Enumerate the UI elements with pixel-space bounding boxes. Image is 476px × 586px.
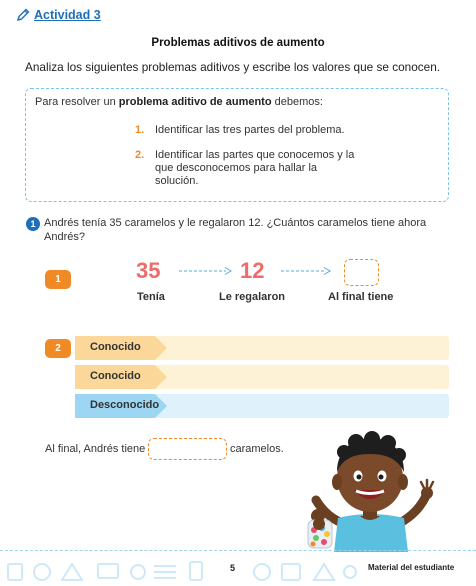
activity-header xyxy=(15,7,101,23)
known-row[interactable] xyxy=(75,365,449,389)
page-number: 5 xyxy=(230,563,236,573)
footer-divider xyxy=(0,550,476,551)
footer-pattern xyxy=(0,556,360,586)
final-sentence-start: Al final, Andrés tiene xyxy=(45,443,146,455)
part-1-badge: 1 xyxy=(45,270,71,289)
label-given: Le regalaron xyxy=(219,291,286,303)
row-label: Conocido xyxy=(90,341,141,353)
value-given: 12 xyxy=(240,258,265,283)
known-row[interactable] xyxy=(75,336,449,360)
page-title: Problemas aditivos de aumento xyxy=(151,37,325,49)
step-2-text: Identificar las partes que conocemos y la que desconocemos para hallar la solución. xyxy=(155,149,355,187)
label-final: Al final tiene xyxy=(328,291,394,303)
final-value-answer-box[interactable] xyxy=(344,259,379,286)
part-2-badge: 2 xyxy=(45,339,71,358)
label-had: Tenía xyxy=(137,291,165,303)
question-number-badge: 1 xyxy=(26,217,40,231)
intro-text: Analiza los siguientes problemas aditivos y escribe los valores que se conocen. xyxy=(25,60,441,74)
step-1-number: 1. xyxy=(135,124,145,136)
final-sentence-end: caramelos. xyxy=(230,443,284,455)
activity-title: Actividad 3 xyxy=(34,8,101,22)
footer-label: Material del estudiante xyxy=(368,563,455,572)
dashed-arrow-icon xyxy=(178,266,233,276)
step-2-number: 2. xyxy=(135,149,145,161)
pencil-icon xyxy=(15,7,31,23)
info-box-lead: Para resolver un problema aditivo de aumento debemos: xyxy=(35,96,323,108)
final-answer-box[interactable] xyxy=(148,438,227,460)
value-had: 35 xyxy=(136,258,161,283)
row-label: Desconocido xyxy=(90,399,160,411)
question-text: Andrés tenía 35 caramelos y le regalaron 12. ¿Cuántos caramelos tiene ahora Andrés? xyxy=(44,217,427,243)
unknown-row[interactable] xyxy=(75,394,449,418)
dashed-arrow-icon xyxy=(280,266,332,276)
step-1-text: Identificar las tres partes del problema. xyxy=(155,124,345,136)
boy-illustration xyxy=(300,430,445,552)
row-label: Conocido xyxy=(90,370,141,382)
